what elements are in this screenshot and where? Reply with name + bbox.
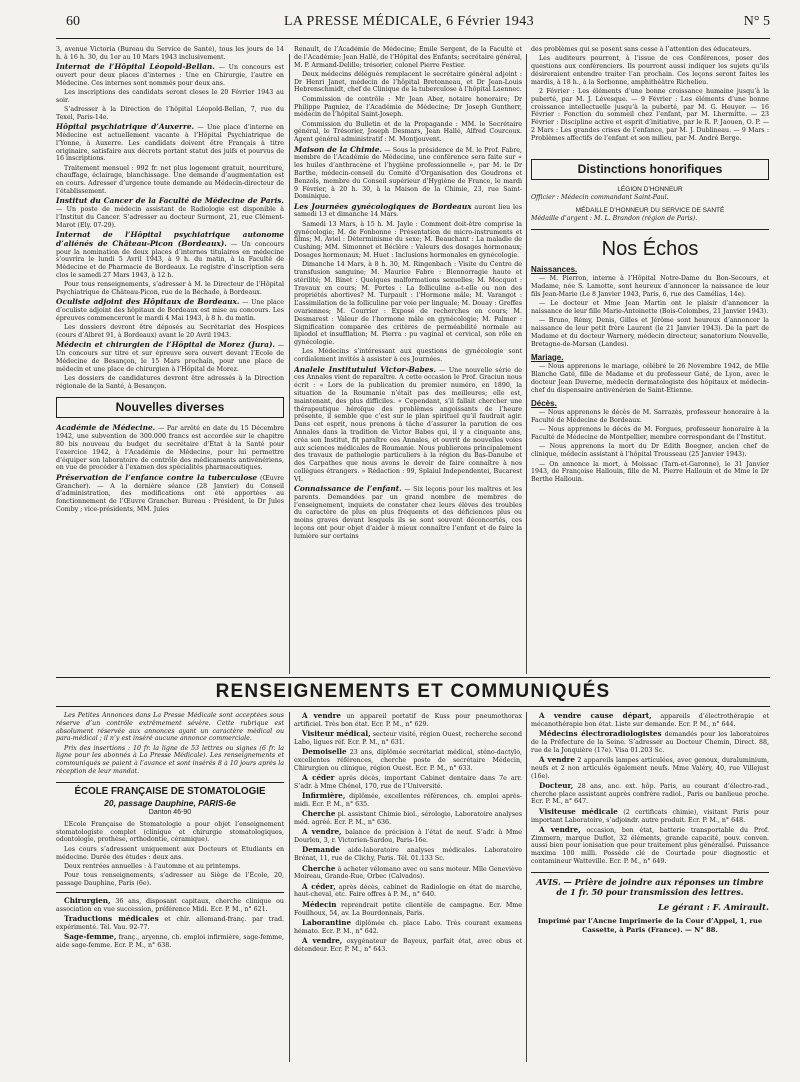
classified-column-2 xyxy=(294,712,522,1074)
school-name: ÉCOLE FRANÇAISE DE STOMATOLOGIE xyxy=(56,782,284,798)
classified-ad xyxy=(294,937,522,954)
gerant-line: Le gérant : F. Amirault. xyxy=(657,902,769,913)
classified-ad xyxy=(294,730,522,747)
page-number: 60 xyxy=(66,14,80,29)
classified-ad xyxy=(56,897,284,914)
ad-text: balance de précision à l’état de neuf. S’adr. à Mme Dourlen, 3, r. Victorien-Sardou, Paris-16e. xyxy=(294,829,522,845)
news-item-body: — Sous la présidence de M. le Prof. Fabre, membre de l’Académie de Médecine, une conférence sera faite sur « les huiles d’anthracène et l’hygiène professionnelle », par M. le Dr Barthe, médecin-conseil du Comité d’Organisation des Goudrons et Benzols, membre du Conseil supérieur d’Hygiène de France, le mardi 9 Février, à 20 h. 30, à la Maison de la Chimie, 23, rue Saint-Dominique. xyxy=(294,146,522,201)
news-item-heading: Maison de la Chimie. xyxy=(294,144,383,154)
paragraph: — Nous apprenons le décès de M. Forgues, professeur honoraire à la Faculté de Médecine de Montpellier, membre correspondant de l’Institut. xyxy=(531,426,769,442)
news-item-heading: Connaissance de l’enfant. xyxy=(294,484,402,494)
section-title-nouvelles-diverses: Nouvelles diverses xyxy=(56,397,284,419)
ad-text: à acheter vélomano avec ou sans moteur. Mlle Geneviève Moireau, Grande-Rue, Orbec (Calvados). xyxy=(294,865,522,881)
news-item xyxy=(294,485,522,541)
sante-line: Médaille d’argent : M. L. Brandon (région de Paris). xyxy=(531,214,698,222)
classified-ad xyxy=(294,774,522,791)
sante-title: MÉDAILLE D’HONNEUR DU SERVICE DE SANTÉ xyxy=(575,206,725,214)
news-item-heading: Médecin et chirurgien de l’Hôpital de Morez (Jura). xyxy=(56,340,276,350)
ad-keyword: A vendre, xyxy=(302,827,342,837)
news-item xyxy=(294,348,522,364)
column-2 xyxy=(294,46,522,672)
news-item xyxy=(56,231,284,280)
paragraph: Les cours s’adressent uniquement aux Docteurs et Etudiants en médecine. Durée des études : deux ans. xyxy=(56,845,284,861)
ad-keyword: A vendre xyxy=(539,754,575,764)
ad-keyword: A vendre, xyxy=(302,935,343,945)
news-item-body: Les dossiers devront être déposés au Secrétariat des Hospices (cours d’Albret 91, à Bordeaux) avant le 20 Avril 1943. xyxy=(56,324,284,340)
school-block xyxy=(56,782,284,817)
news-item xyxy=(294,203,522,220)
ad-text: diplômée, excellentes références, ch. emploi après-midi. Ecr. P. M., n° 635. xyxy=(294,793,522,808)
classified-notice: Les Petites Annonces dans La Presse Médicale sont acceptées sous réserve d’un contrôle extrêmement sévère. Cette rubrique est absolument réservée aux annonces ayant un caractère médical ou para-médical ; il n’y est inséré aucune annonce commerciale. xyxy=(56,712,284,743)
news-item xyxy=(56,197,284,229)
ad-keyword: Demande xyxy=(302,845,340,855)
paragraph: — Le docteur et Mme Jean Martin ont le plaisir d’annoncer la naissance de leur fille Marie-Antoinette (Bois-Colombes, 21 Janvier 1943). xyxy=(531,300,769,316)
ad-text: aide-laboratoire analyses médicales. Laboratoire Brénat, 11, rue de Clichy, Paris. Tél. 01.133 Sc. xyxy=(294,847,522,863)
header-rule xyxy=(56,38,770,39)
ad-text: franç., aryenne, ch. emploi infirmière, sage-femme, aide sage-femme. Ecr. P. M., n° 638. xyxy=(56,933,284,949)
ad-keyword: Docteur, xyxy=(539,780,574,790)
news-item-body: — Un concours pour la nomination de deux places d’internes titulaires en médecine s’ouvrira le lundi 5 Avril 1943, à 9 h. du matin, à la Faculté de Médecine et de Pharmacie de Bordeaux. Le registre d’inscription sera clos le samedi 27 Mars 1943, à 12 h. xyxy=(56,240,284,280)
news-item-heading: Oculiste adjoint des Hôpitaux de Bordeaux. xyxy=(56,297,240,307)
classified-ad xyxy=(294,865,522,882)
classified-ad xyxy=(294,810,522,827)
paragraph: Pour tous renseignements, s’adresser au Siège de l’École, 20, passage Dauphine, Paris (6e). xyxy=(56,872,284,887)
intro-text: 3, avenue Victoria (Bureau du Service de Santé), tous les jours de 14 h. à 16 h. 30, du 1er au 10 Mars 1943 inclusivement. xyxy=(56,46,284,61)
classified-ad xyxy=(294,901,522,918)
paragraph: Commission du Bulletin et de la Propagande : MM. le Secrétaire général, le Trésorier, Joseph Desmars, Jean Hallé, Alfred Courcoux. Agent général administratif : M. Montjouvent. xyxy=(294,120,522,144)
ad-text: 2 appareils lampes articulées, avec genoux, duraluminium, neufs et 2 non articulés également neufs. Mme Valéry, 40, rue Villejust (16e). xyxy=(531,756,769,780)
paragraph: — Nous apprenons la mort du Dr Edith Boegner, ancien chef de clinique, médecin assistant à l’hôpital Trousseau (25 Janvier 1943). xyxy=(531,443,769,459)
naissances-title: Naissances. xyxy=(531,264,578,274)
news-item-heading: Académie de Médecine. xyxy=(56,423,156,433)
classified-ad xyxy=(294,748,522,772)
news-item xyxy=(56,474,284,514)
classified-ad xyxy=(294,828,522,845)
classified-ad xyxy=(531,730,769,754)
classified-ad xyxy=(294,846,522,863)
news-item xyxy=(56,324,284,340)
news-item-body: (Œuvre Grancher). — A la dernière séance (28 Janvier) du Conseil d’administration, des modifications ont été apportées au fonctionnement de l’Œuvre Grancher. Bureau : Président, le Dr Jules Comby ; vice-présidents, MM. Jules xyxy=(56,474,284,513)
ad-text: 23 ans, diplômée secrétariat médical, sténo-dactylo, excellentes références, cherche poste de secrétaire Médecin, Chirurgien ou clinique, région Ouest. Ecr. P. M., n° 633. xyxy=(294,749,522,772)
classified-ad xyxy=(531,808,769,825)
paragraph: Les auditeurs pourront, à l’issue de ces Conférences, poser des questions aux conférenciers. Ils pourront aussi indiquer les sujets qu’ils désireraient entendre traiter l’an prochain. Ces leçons seront faites les mardis, à 18 h., à la Sorbonne, amphithéâtre Richelieu. xyxy=(531,55,769,86)
news-item-heading: Hôpital psychiatrique d’Auxerre. xyxy=(56,122,195,132)
news-item xyxy=(56,89,284,105)
news-item-body: auront lieu les samedi 13 et dimanche 14 Mars. xyxy=(294,203,522,219)
classified-ad xyxy=(56,915,284,932)
news-item xyxy=(56,63,284,87)
news-item-body: Dimanche 14 Mars, à 8 h. 30, M. Ringenbach : Visite du Centre de transfusion sanguine; M. Maurice Fabre : Blennorragie haute et stérilité; M. Binet : Quelques malformations sexuelles; M. Mocquot : Travaux en cours; M. Portes : La folliculine a-t-elle ou non des propriétés abortives? M. Turpault : l’Hormone mâle; M. Varangot : L’assimilation de la folliculine par voie per linguale; M. Douay : Greffes ovariennes; M. Courrier : Exposé de recherches en cours; M. Desmarest : Valeur de l’hormone mâle en gynécologie; M. Palmer : Signification comparée des critères de perméabilité normale au lipiodol et insufflation; M. Pierra : pu vaginal et cervical, son rôle en gynécologie. xyxy=(294,261,522,347)
legion-line: Officier : Médecin commandant Saint-Paul. xyxy=(531,194,669,202)
school-phone: Danton 46-90 xyxy=(148,808,192,816)
paragraph: — M. Pierron, interne à l’Hôpital Notre-Dame du Bon-Secours, et Madame, née S. Lamotte, sont heureux d’annoncer la naissance de leur fils Jean-Marie (Le 8 Janvier 1943, Paris, 6, rue des Camélias, 14e). xyxy=(531,275,769,298)
news-item-body: Traitement mensuel : 992 fr. net plus logement gratuit, nourriture, chauffage, éclairage, blanchissage. Une demande d’augmentation est en cours. Adresser d’urgence toute demande au Médecin-directeur de l’établissement. xyxy=(56,164,284,196)
news-item-body: — Six leçons pour les maîtres et les parents. Demandées par un grand nombre de membres de l’enseignement, inquiets de constater chez leurs élèves des troubles du caractère de plus en plus fréquents et des déficiences plus ou moins graves devant lesquels ils se sont souvent déconcertés, ces leçons ont pour objet d’aider à mieux connaître l’enfant et de faire la lumière sur certains xyxy=(294,486,522,540)
divider xyxy=(531,229,769,230)
classified-notice: Prix des insertions : 10 fr. la ligne de 53 lettres ou signes (6 fr. la ligne pour les abonnés à La Presse Médicale). Les renseignements et communiqués se paient à l’avance et sont insérés 8 à 10 jours après la réception de leur mandat. xyxy=(56,744,284,776)
news-item xyxy=(56,375,284,391)
intro-text: des problèmes qui se posent sans cesse à l’attention des éducateurs. xyxy=(531,46,752,53)
journal-title: LA PRESSE MÉDICALE, 6 Février 1943 xyxy=(283,14,535,29)
classified-column-1 xyxy=(56,712,284,1074)
ad-keyword: Traductions médicales xyxy=(64,913,159,923)
ad-text: 36 ans, disposant capitaux, cherche clinique ou association en vue succession, préférence Midi. Ecr. P. M., n° 621. xyxy=(56,897,284,913)
ad-keyword: Demoiselle xyxy=(302,747,347,757)
section-title-distinctions: Distinctions honorifiques xyxy=(531,159,769,181)
news-item-body: — Une place d’interne en Médecine est actuellement vacante à l’Hôpital Psychiatrique de l’Yonne, à Auxerre. Les candidats doivent être Français à titre originaire, satisfaire aux décrets portant statut des juifs et pourvus de 16 inscriptions. xyxy=(56,124,284,163)
ad-text: et chir. allemand-franç. par trad. expérimenté. Tél. Vau. 92-77. xyxy=(56,915,284,931)
paragraph: Deux médecins délégués remplacent le secrétaire général adjoint : Dr Henri Janet, médecin de l’hôpital Bretonneau, et Dr Jean-Louis Hebrenschmidt, chef de Clinique de la tuberculose à l’hôpital Laennec. xyxy=(294,70,522,94)
ad-keyword: Visiteuse médicale xyxy=(539,806,618,816)
ad-text: après décès, important Cabinet dentaire dans 7e arr. S’adr. à Mme Chénel, 170, rue de l’Université. xyxy=(294,775,522,790)
news-item-body: Les Médecins s’intéressant aux questions de gynécologie sont cordialement invités à assister à ces Journées. xyxy=(294,348,522,364)
news-item-body: — Une nouvelle série de ces Annales vient de reparaître. A cette occasion le Prof. Graciun nous écrit : « Lors de la publication du premier numéro, en 1890, la situation de la Roumanie n’était pas des meilleures; elle est, maintenant, des plus difficiles. « Cependant, s’il fallait chercher une thérapeutique héroïque des problèmes angoissants de l’heure présente, il semble que c’est sur le plan spirituel qu’il faudrait agir. Dans cet esprit, nous prenons à tâche d’assurer la parution de ces Annales dans la tradition de Victor Babes qui, il y a cinquante ans, créa son Institut, fit paraître ces Annales, et ouvrit de nouvelles voies aux sciences médicales de Roumanie. Nous publierons principalement des travaux de pathologie particuliers à la région du Bas-Danube et des Carpathes que nous avons le devoir de faire connaître à nos collègues étrangers. » Rédaction : 99, Splaiul Independentei, Bucarest VI. xyxy=(294,366,522,483)
news-item xyxy=(56,123,284,163)
classified-ad xyxy=(531,782,769,806)
ad-text: 28 ans, anc. ext. hôp. Paris, au courant d’électro-rad., cherche place assistant auprès confrère radiol., Paris ou banlieue proche. Ecr. P. M., n° 647. xyxy=(531,782,769,806)
paragraph: Deux rentrées annuelles : à l’automne et au printemps. xyxy=(64,862,241,870)
ad-text: secteur visité, région Ouest, recherche second Labo, ligues réf. Ecr. P. M., n° 631. xyxy=(294,731,522,746)
news-item-body: S’adresser à la Direction de l’hôpital Léopold-Bellan, 7, rue du Texel, Paris-14e. xyxy=(56,106,284,121)
news-item xyxy=(56,341,284,373)
column-3 xyxy=(531,46,769,672)
ad-keyword: Sage-femme, xyxy=(64,931,117,941)
news-item xyxy=(56,281,284,297)
news-item-heading: Internat de l’Hôpital psychiatrique autonome d’aliénés de Château-Picon (Bordeaux). xyxy=(56,230,284,248)
ad-text: (2 certificats chimie), visitant Paris pour important Laboratoire, s’adjoindr. autre produit. Ecr. P. M., n° 648. xyxy=(531,808,769,824)
news-item-body: Samedi 13 Mars, à 15 h. M. Jayle : Comment doit-être comprise la gynécologie; M. de Fonbonne : Présentation de micro-instruments et films; M. Aviel : Déterminisme du sexe; M. Beauchant : La maladie de Cushing; MM. Simonnet et Béclère : Valeurs des dosages hormonaux; Dosages hormonaux; M. Huet : Inclusions hormonales en gynécologie. xyxy=(294,220,522,259)
paragraph: — Bruno, Rémy, Denis, Gilles et Jérôme sont heureux d’annoncer la naissance de leur petit frère Laurent (le 21 Janvier 1943). De la part de Madame et du docteur Warnery, médecin directeur, sanatorium Nouvelle, Bretagne-de-Marsan (Landes). xyxy=(531,317,769,348)
news-item xyxy=(294,221,522,260)
classified-ad xyxy=(294,792,522,809)
news-item-body: Les inscriptions des candidats seront closes le 20 Février 1943 au soir. xyxy=(56,88,284,104)
paragraph: — Nous apprenons le mariage, célébré le 26 Novembre 1942, de Mlle Blanche Gaté, fille de Madame et du professeur Gaté, de Lyon, avec le docteur Jean Duverne, médecin dermatologiste des hôpitaux et médecin-chef du dispensaire antivénérien de Saint-Etienne. xyxy=(531,363,769,394)
news-item xyxy=(294,146,522,202)
paragraph: Commission de contrôle : Mr Jean Aber, notaire honoraire; Dr Philippe Pagniez, de l’Académie de Médecine; Dr Joseph Guntherr, médecin de l’hôpital Saint-Joseph. xyxy=(294,95,522,119)
ad-text: diplômée ch. place Labo. Très courant examens hémato. Ecr. P. M., n° 642. xyxy=(294,919,522,935)
classified-ad xyxy=(531,826,769,866)
ad-keyword: Laborantine xyxy=(302,917,352,927)
news-item-body: — Par arrêté en date du 15 Décembre 1942, une subvention de 300.000 francs est accordée sur le chapitre 80 bis nouveau du budget du secrétaire d’État à la Santé pour l’exercice 1942, à l’Académie de Médecine, pour lui permettre d’équiper son laboratoire de contrôle des médicaments antivénériens, en vue de procéder à l’examen des spécialités pharmaceutiques. xyxy=(56,425,284,472)
ad-keyword: Visiteur médical, xyxy=(302,729,371,739)
news-item-heading: Internat de l’Hôpital Léopold-Bellan. xyxy=(56,62,215,72)
classified-ad xyxy=(531,712,769,729)
ad-text: pl. assistant Chimie biol., sérologie, Laboratoire analyses méd. agréé. Ecr. P. M., n° 636. xyxy=(294,811,522,827)
news-item-heading: Institut du Cancer de la Faculté de Médecine de Paris. xyxy=(56,196,284,206)
issue-number: N° 5 xyxy=(743,14,770,29)
column-1 xyxy=(56,46,284,672)
news-item xyxy=(56,165,284,196)
deces-title: Décès. xyxy=(531,398,557,408)
classified-ad xyxy=(294,883,522,900)
ad-text: occasion, bon état, batterie transportable du Prof. Zimmern, marque Duflot, 32 éléments, grande capacité, pouv. conven. aussi bien pour ionisation que pour traitement plus généralisé. Puissance maxima 100 milli. Possède clé de Courtade pour diagnostic et contamineur Watteville. Ecr. P. M., n° 649. xyxy=(531,826,769,866)
ad-text: un appareil portatif de Kuss pour pneumothorax artificiel. Très bon état. Ecr. P. M., n° 629. xyxy=(294,713,522,728)
section-banner: RENSEIGNEMENTS ET COMMUNIQUÉS xyxy=(56,677,770,707)
ad-keyword: Cherche xyxy=(302,809,336,819)
legion-title: LÉGION D’HONNEUR xyxy=(617,186,683,194)
ad-keyword: Médecins électroradiologistes xyxy=(539,729,662,739)
classified-ad xyxy=(531,756,769,780)
ad-text: après décès, cabinet de Radiologie en état de marche, haut-cheval, etc. Faire offres à P. M., n° 640. xyxy=(294,883,522,899)
column-divider xyxy=(526,712,527,1062)
ad-keyword: A vendre, xyxy=(539,824,581,834)
news-item-body: Les dossiers de candidatures devront être adressés à la Direction régionale de la Santé, à Besançon. xyxy=(56,375,284,390)
ad-text: oxygénateur de Bayeux, parfait état, avec obus et détendeur. Ecr. P. M., n° 643. xyxy=(294,937,522,953)
ad-text: demandés pour les laboratoires de la Préfecture de la Seine. S’adresser au Docteur Chemin, Direct. 88, rue de la Jonquière (17e). Visa 01.203 Sc. xyxy=(531,731,769,754)
classified-column-3 xyxy=(531,712,769,1074)
ad-keyword: Médecin xyxy=(302,899,337,909)
paragraph: — On annonce la mort, à Moissac (Tarn-et-Garonne), le 31 Janvier 1943, de Françoise Hallouin, fille de M. Pierre Hallouin et de Mme le Dr Berthe Hallouin. xyxy=(531,460,769,484)
classified-ad xyxy=(294,712,522,729)
imprint: Imprimé par l’Ancne Imprimerie de la Cour d’Appel, 1, rue Cassette, à Paris (France). — N° 88. xyxy=(537,916,763,934)
ad-keyword: A céder xyxy=(302,773,335,783)
news-item-heading: Analele Institutului Victor-Babes. xyxy=(294,364,437,374)
news-item xyxy=(294,366,522,484)
school-address: 20, passage Dauphine, PARIS-6e xyxy=(104,797,236,808)
paragraph: L’Ecole Française de Stomatologie a pour objet l’enseignement stomatologiste complet (clinique et chirurgie stomatologiques, odontologie, prothèse, orthodontie, céramique). xyxy=(56,820,284,844)
page-header xyxy=(48,14,770,34)
ad-keyword: Cherche xyxy=(302,863,336,873)
mariage-title: Mariage. xyxy=(531,352,564,362)
column-divider xyxy=(289,712,290,1062)
news-item xyxy=(56,298,284,322)
avis-notice: AVIS. — Prière de joindre aux réponses un timbre de 1 fr. 50 pour transmission des lettres. xyxy=(531,872,769,897)
classified-ad xyxy=(56,933,284,950)
ad-keyword: Chirurgien, xyxy=(64,895,111,905)
ad-text: appareils d’électrothérapie et mécanothérapie bon état. Liste sur demande. Ecr. P. M., n° 644. xyxy=(531,713,769,728)
news-item xyxy=(294,261,522,347)
news-item-body: — Un concours sur titre et sur épreuve sera ouvert devant l’Ecole de Médecine de Besançon, le 15 Mars prochain, pour une place de médecin et une place de chirurgien à l’Hôpital de Morez. xyxy=(56,342,284,373)
intro-text: Renault, de l’Académie de Médecine; Emile Sergent, de la Faculté et de l’Académie; Jean Hallé, de l’Hôpital des Enfants; secrétaire général, M. P. Armand-Delille; trésorier, colonel Pierre Festier. xyxy=(294,46,522,69)
section-title-nos-echos: Nos Échos xyxy=(601,237,699,260)
ad-text: reprendrait petite clientèle de campagne. Ecr. Mme Fouilhoux, 54, av. La Bourdonnais, Paris. xyxy=(294,901,522,917)
news-item-heading: Les Journées gynécologiques de Bordeaux xyxy=(294,201,472,211)
ad-keyword: Infirmière, xyxy=(302,791,346,801)
paragraph: 2 Février : Les éléments d’une bonne croissance humaine jusqu’à la puberté, par M. J. Lévesque. — 9 Février : Les éléments d’une bonne croissance intellectuelle jusqu’à la puberté, par M. G. Heuyer. — 16 Février : Fonction du sommeil chez l’enfant, par M. Lhermitte. — 23 Février : Discipline active et esprit d’initiative, par le R. P. Jaouen, O. P. — 2 Mars : Les grandes crises de l’enfance, par M. J. Dublineau. — 9 Mars : Problèmes affectifs de l’enfant et son milieu, par M. André Berge. xyxy=(531,87,769,142)
news-item xyxy=(56,106,284,122)
news-item-body: — Un poste de médecin assistant de Radiologie est disponible à l’Institut du Cancer. S’adresser au docteur Surmont, 21, rue Clément-Marot (Ely. 07-29). xyxy=(56,206,284,229)
column-divider xyxy=(289,54,290,674)
news-item-body: — Une place d’oculiste adjoint des hôpitaux de Bordeaux est mise au concours. Les épreuves commenceront le mardi 4 Mai 1943, à 8 h. du matin. xyxy=(56,299,284,322)
ad-keyword: A vendre cause départ, xyxy=(539,712,652,720)
column-divider xyxy=(526,54,527,674)
paragraph: — Nous apprenons le décès de M. Sarrazès, professeur honoraire à la Faculté de Médecine de Bordeaux. xyxy=(531,409,769,425)
divider xyxy=(56,892,284,893)
news-item-body: — Un concours est ouvert pour deux places d’internes : Une en Chirurgie, l’autre en Médecine. Ces internes sont nommés pour deux ans. xyxy=(56,64,284,87)
ad-keyword: A vendre xyxy=(302,712,341,720)
news-item-heading: Préservation de l’enfance contre la tuberculose xyxy=(56,472,258,482)
news-item-body: Pour tous renseignements, s’adresser à M. le Directeur de l’Hôpital Psychiatrique de Château-Picon, rue de la Béchade, à Bordeaux. xyxy=(56,281,284,297)
ad-keyword: A céder, xyxy=(302,881,336,891)
news-item xyxy=(56,424,284,472)
classified-ad xyxy=(294,919,522,936)
